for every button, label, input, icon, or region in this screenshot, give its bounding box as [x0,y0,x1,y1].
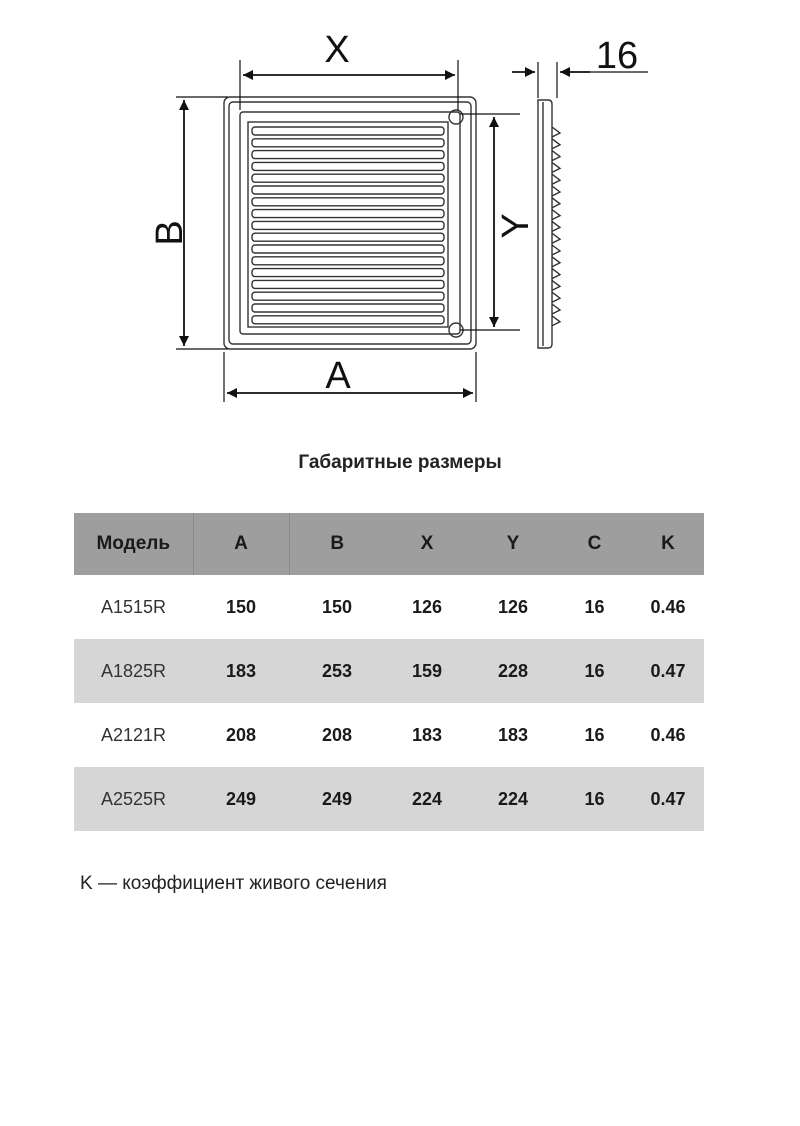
cell-b: 253 [289,639,385,703]
dim-label-x: X [324,29,350,71]
cell-k: 0.46 [650,596,686,617]
louver-slat [252,233,444,241]
cell-y: 183 [497,724,529,745]
cell-k: 0.47 [632,767,704,831]
table-row [74,639,704,703]
column-header-model: Модель [74,513,193,575]
louver-slat [252,280,444,288]
dim-label-b: B [149,220,191,246]
cell-b: 208 [321,724,353,745]
column-header-y: Y [469,513,557,575]
cell-b: 249 [289,767,385,831]
louver-slat [252,151,444,159]
cell-a: 208 [225,724,257,745]
louver-slat [252,316,444,324]
table-row [74,767,704,831]
cell-x: 183 [411,724,443,745]
dim-label-a: A [325,355,351,397]
louver-slat [252,198,444,206]
louver-slat [252,139,444,147]
cell-x: 159 [385,639,469,703]
cell-x: 126 [411,596,443,617]
column-header-a: A [193,513,289,575]
cell-x: 224 [385,767,469,831]
cell-b: 150 [321,596,353,617]
cell-y: 224 [469,767,557,831]
cell-y: 126 [497,596,529,617]
cell-k: 0.46 [650,724,686,745]
cell-k: 0.47 [632,639,704,703]
cell-a: 249 [193,767,289,831]
dimensions-table [74,513,704,831]
cell-c: 16 [557,639,632,703]
louver-slat [252,210,444,218]
louver-slat [252,269,444,277]
cell-model: A1825R [74,639,193,703]
louver-slat [252,245,444,253]
table-row [74,703,704,767]
cell-model: A2525R [74,767,193,831]
louver-slat [252,162,444,170]
louver-slat [252,186,444,194]
cell-c: 16 [557,767,632,831]
column-header-k: K [632,513,704,575]
table-header-row [74,513,704,575]
dim-label-y: Y [495,213,537,239]
section-title: Габаритные размеры [298,452,502,473]
grille-side-view [538,100,560,348]
column-header-b: B [289,513,385,575]
cell-a: 150 [225,596,257,617]
side-louver-teeth [552,127,560,326]
grille-dimension-drawing [0,0,800,440]
louver-slat [252,292,444,300]
louver-slat [252,257,444,265]
cell-model: A1515R [100,596,167,617]
dim-label-depth: 16 [595,35,639,77]
column-header-c: C [557,513,632,575]
column-header-x: X [385,513,469,575]
louver-slat [252,304,444,312]
cell-y: 228 [469,639,557,703]
louver-slat [252,221,444,229]
cell-a: 183 [193,639,289,703]
cell-model: A2121R [100,724,167,745]
louver-slat [252,174,444,182]
louver-slats [252,127,444,324]
louver-slat [252,127,444,135]
cell-c: 16 [584,596,605,617]
grille-front-view [224,97,476,349]
footnote-coefficient: K — коэффициент живого сечения [80,873,387,894]
cell-c: 16 [584,724,605,745]
side-tooth-profile [552,127,560,326]
table-row [74,575,704,639]
